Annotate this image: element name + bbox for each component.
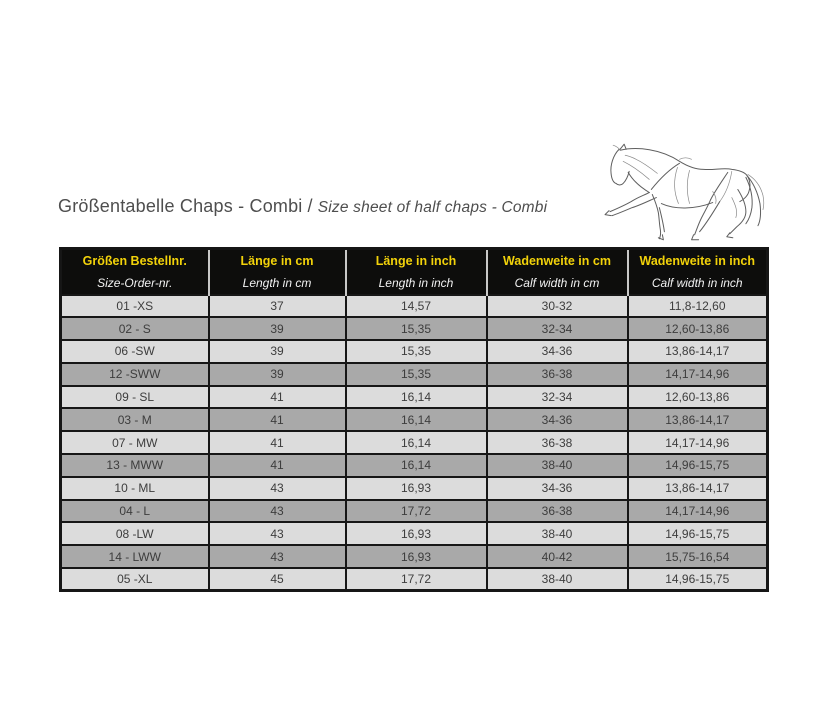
size-row xyxy=(61,340,768,363)
page-title xyxy=(58,196,547,217)
column-header-de: Größen Bestellnr. xyxy=(61,249,209,272)
value-cell: 14,96-15,75 xyxy=(628,568,768,591)
horse-sketch-svg xyxy=(599,139,765,245)
value-cell: 32-34 xyxy=(487,317,628,340)
value-cell: 36-38 xyxy=(487,363,628,386)
value-cell: 13,86-14,17 xyxy=(628,477,768,500)
value-cell: 45 xyxy=(209,568,346,591)
value-cell: 41 xyxy=(209,386,346,409)
value-cell: 12,60-13,86 xyxy=(628,317,768,340)
size-row xyxy=(61,408,768,431)
size-order-cell: 04 - L xyxy=(61,500,209,523)
size-row xyxy=(61,431,768,454)
value-cell: 43 xyxy=(209,477,346,500)
size-row xyxy=(61,295,768,318)
value-cell: 15,35 xyxy=(346,363,487,386)
value-cell: 36-38 xyxy=(487,431,628,454)
column-header-de: Länge in cm xyxy=(209,249,346,272)
header-row-german xyxy=(61,249,768,272)
title-english: Size sheet of half chaps - Combi xyxy=(317,199,548,216)
value-cell: 39 xyxy=(209,363,346,386)
value-cell: 16,93 xyxy=(346,522,487,545)
value-cell: 39 xyxy=(209,340,346,363)
value-cell: 16,93 xyxy=(346,545,487,568)
column-header-en: Size-Order-nr. xyxy=(61,272,209,295)
value-cell: 16,14 xyxy=(346,454,487,477)
value-cell: 17,72 xyxy=(346,500,487,523)
column-header-en: Length in cm xyxy=(209,272,346,295)
value-cell: 11,8-12,60 xyxy=(628,295,768,318)
size-order-cell: 14 - LWW xyxy=(61,545,209,568)
value-cell: 15,35 xyxy=(346,317,487,340)
size-row xyxy=(61,545,768,568)
size-order-cell: 03 - M xyxy=(61,408,209,431)
size-row xyxy=(61,317,768,340)
size-order-cell: 13 - MWW xyxy=(61,454,209,477)
title-german: Größentabelle Chaps - Combi xyxy=(58,196,303,216)
trotting-horse-icon xyxy=(599,139,765,245)
size-row xyxy=(61,454,768,477)
size-row xyxy=(61,500,768,523)
value-cell: 14,96-15,75 xyxy=(628,522,768,545)
size-chart-table xyxy=(59,247,769,592)
value-cell: 43 xyxy=(209,500,346,523)
value-cell: 14,96-15,75 xyxy=(628,454,768,477)
value-cell: 12,60-13,86 xyxy=(628,386,768,409)
size-order-cell: 08 -LW xyxy=(61,522,209,545)
column-header-en: Calf width in inch xyxy=(628,272,768,295)
size-order-cell: 01 -XS xyxy=(61,295,209,318)
column-header-de: Länge in inch xyxy=(346,249,487,272)
value-cell: 38-40 xyxy=(487,454,628,477)
size-table-body xyxy=(61,295,768,591)
value-cell: 14,17-14,96 xyxy=(628,431,768,454)
value-cell: 14,57 xyxy=(346,295,487,318)
value-cell: 16,93 xyxy=(346,477,487,500)
size-row xyxy=(61,568,768,591)
value-cell: 38-40 xyxy=(487,522,628,545)
column-header-en: Calf width in cm xyxy=(487,272,628,295)
size-order-cell: 07 - MW xyxy=(61,431,209,454)
value-cell: 14,17-14,96 xyxy=(628,500,768,523)
value-cell: 34-36 xyxy=(487,477,628,500)
value-cell: 41 xyxy=(209,454,346,477)
size-order-cell: 02 - S xyxy=(61,317,209,340)
value-cell: 16,14 xyxy=(346,386,487,409)
column-header-en: Length in inch xyxy=(346,272,487,295)
column-header-de: Wadenweite in cm xyxy=(487,249,628,272)
value-cell: 38-40 xyxy=(487,568,628,591)
value-cell: 14,17-14,96 xyxy=(628,363,768,386)
size-order-cell: 09 - SL xyxy=(61,386,209,409)
value-cell: 41 xyxy=(209,408,346,431)
size-row xyxy=(61,477,768,500)
value-cell: 13,86-14,17 xyxy=(628,340,768,363)
value-cell: 43 xyxy=(209,545,346,568)
value-cell: 15,35 xyxy=(346,340,487,363)
value-cell: 37 xyxy=(209,295,346,318)
size-row xyxy=(61,386,768,409)
size-order-cell: 05 -XL xyxy=(61,568,209,591)
value-cell: 30-32 xyxy=(487,295,628,318)
size-order-cell: 12 -SWW xyxy=(61,363,209,386)
header-row-english xyxy=(61,272,768,295)
size-table-head xyxy=(61,249,768,295)
value-cell: 41 xyxy=(209,431,346,454)
value-cell: 39 xyxy=(209,317,346,340)
value-cell: 40-42 xyxy=(487,545,628,568)
value-cell: 15,75-16,54 xyxy=(628,545,768,568)
title-separator: / xyxy=(307,196,313,216)
value-cell: 32-34 xyxy=(487,386,628,409)
size-row xyxy=(61,522,768,545)
value-cell: 16,14 xyxy=(346,431,487,454)
value-cell: 13,86-14,17 xyxy=(628,408,768,431)
size-order-cell: 06 -SW xyxy=(61,340,209,363)
value-cell: 34-36 xyxy=(487,340,628,363)
value-cell: 34-36 xyxy=(487,408,628,431)
value-cell: 17,72 xyxy=(346,568,487,591)
column-header-de: Wadenweite in inch xyxy=(628,249,768,272)
value-cell: 16,14 xyxy=(346,408,487,431)
value-cell: 36-38 xyxy=(487,500,628,523)
size-order-cell: 10 - ML xyxy=(61,477,209,500)
size-row xyxy=(61,363,768,386)
value-cell: 43 xyxy=(209,522,346,545)
